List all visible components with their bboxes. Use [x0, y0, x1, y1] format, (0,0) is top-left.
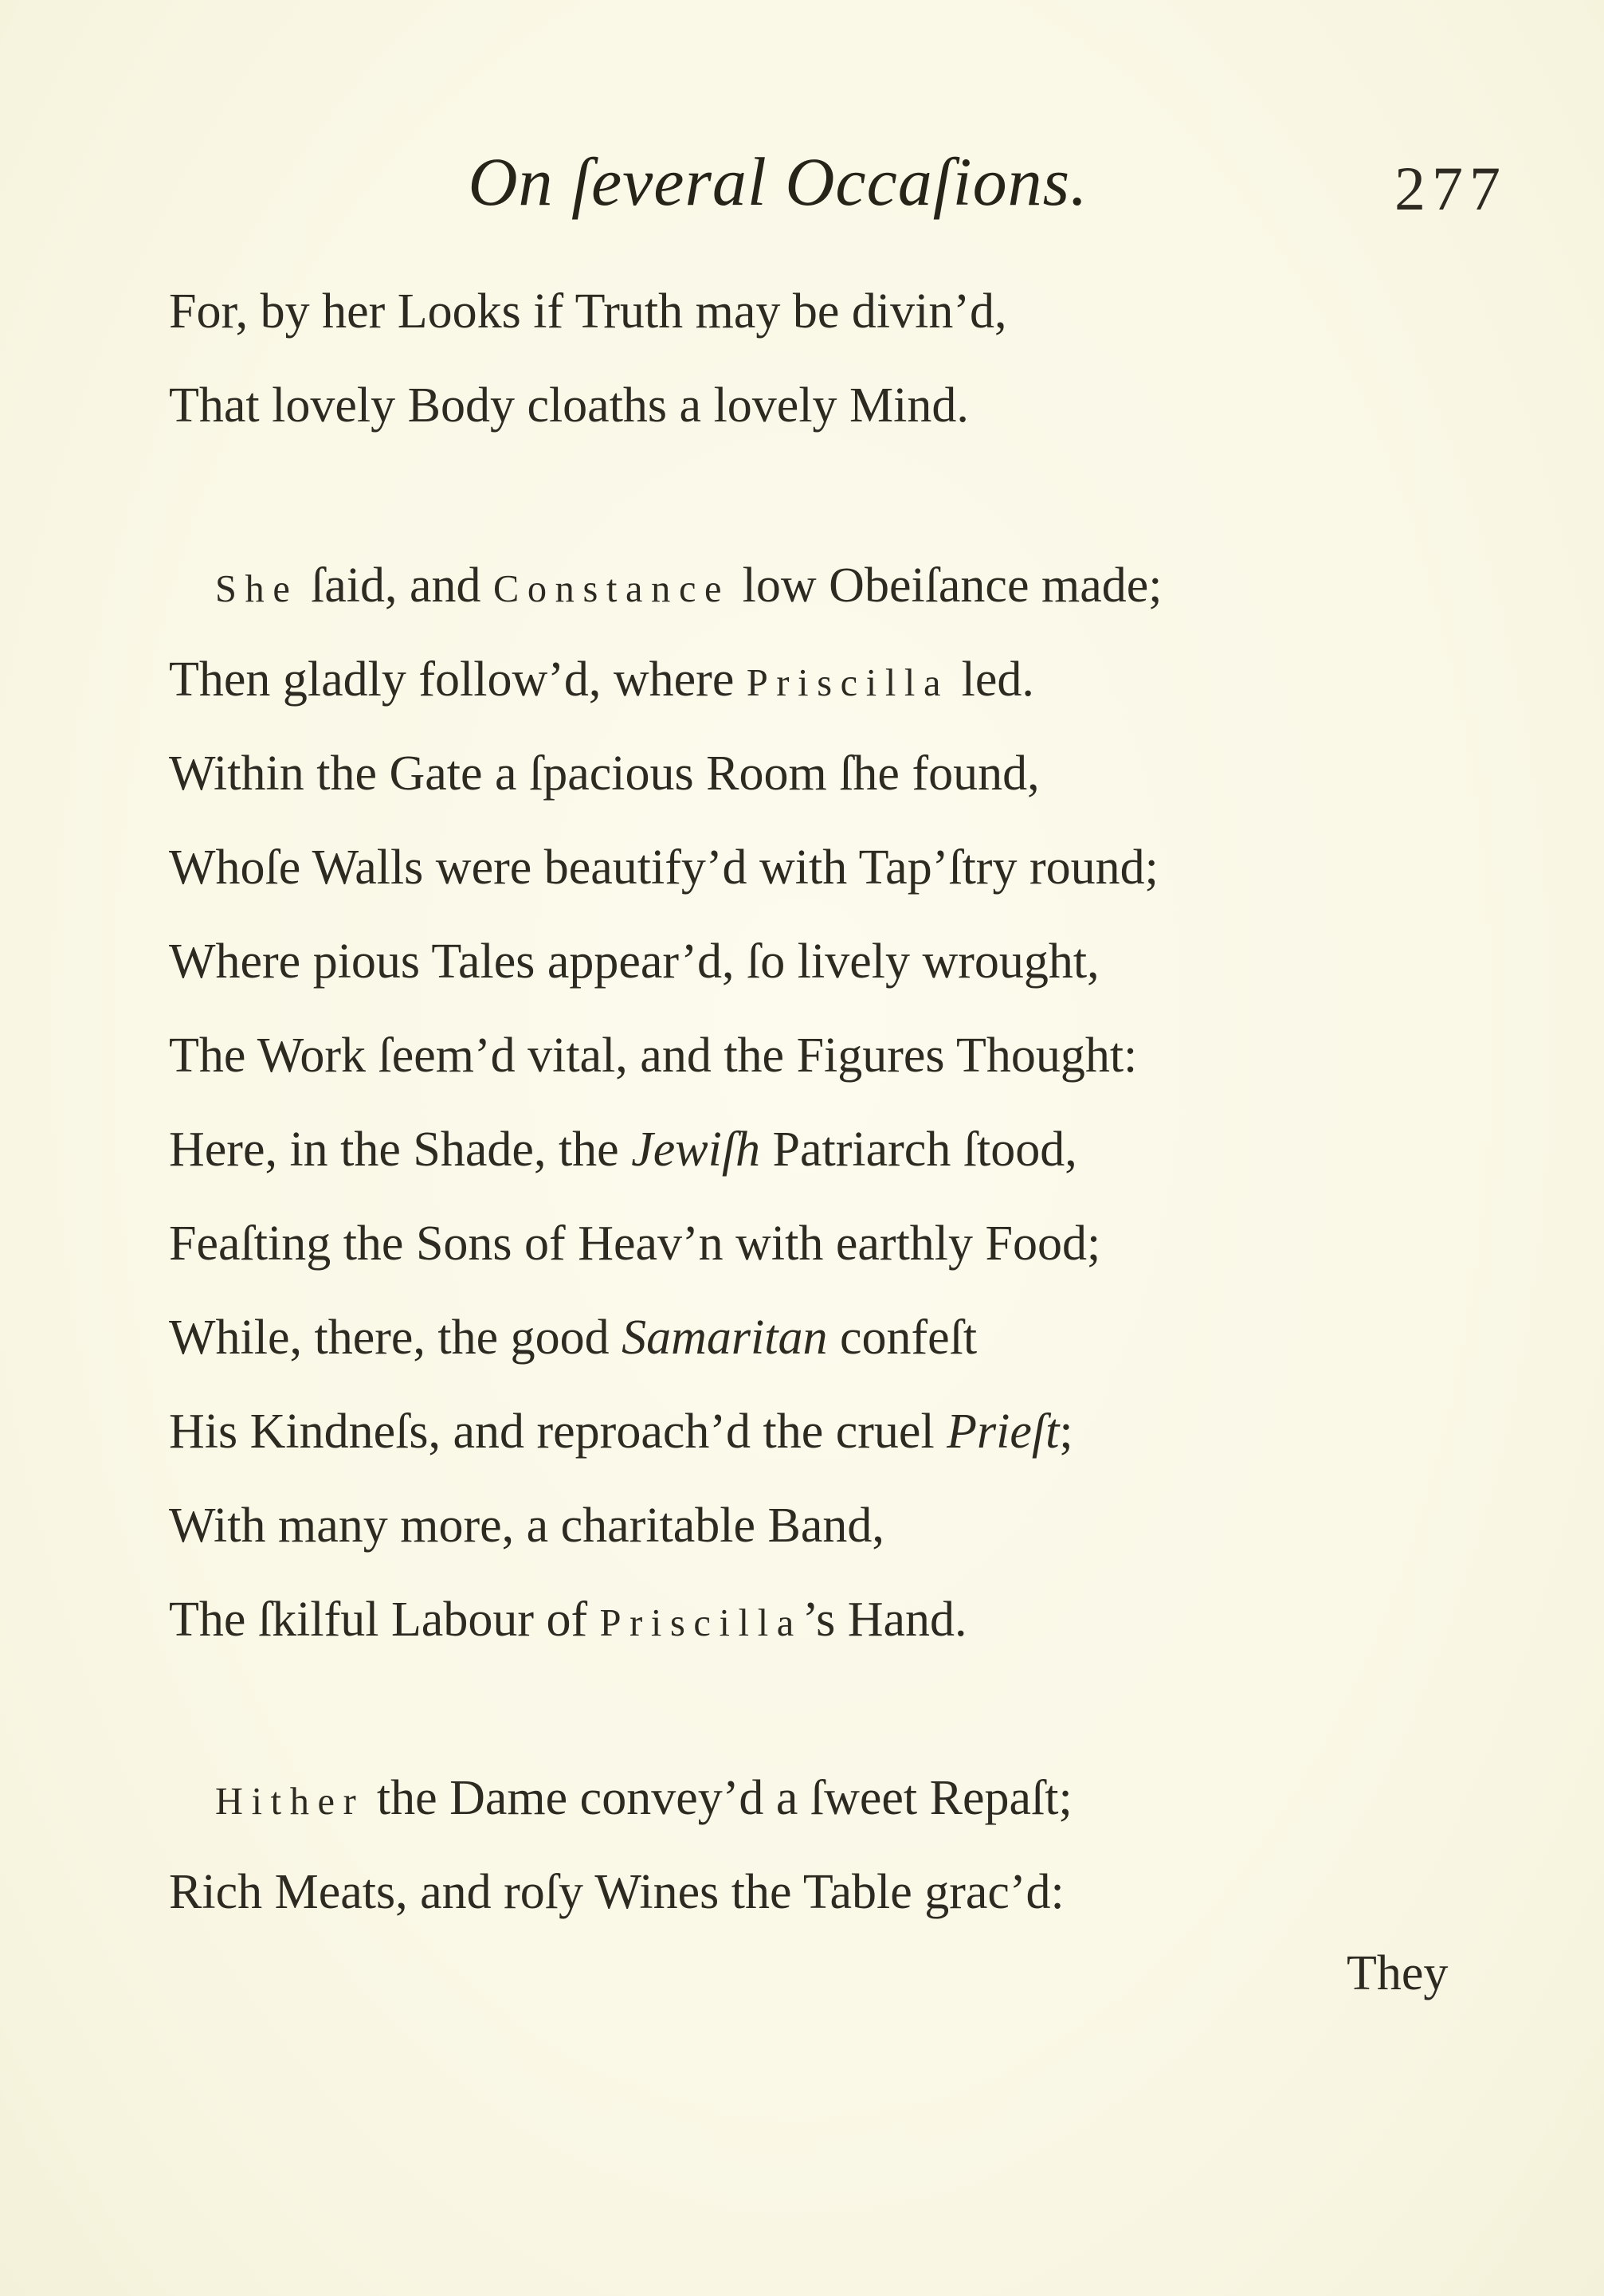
small-caps-name: Constance	[492, 568, 731, 610]
verse-text: ’s Hand.	[802, 1593, 967, 1647]
italic-word: Jewiſh	[631, 1123, 761, 1177]
page-number: 277	[1394, 154, 1507, 223]
small-caps-word: Hither	[215, 1781, 365, 1823]
italic-word: Prieſt	[947, 1405, 1060, 1459]
verse-text: ;	[1059, 1405, 1073, 1459]
verse-text: Patriarch ſtood,	[760, 1123, 1077, 1177]
verse-line: Rich Meats, and roſy Wines the Table grac’d:	[169, 1865, 1065, 1919]
verse-text: The ſkilful Labour of	[169, 1593, 600, 1647]
italic-word: Samaritan	[622, 1311, 828, 1365]
verse-line: Feaſting the Sons of Heav’n with earthly Food;	[169, 1217, 1101, 1271]
verse-text: low Obeiſance made;	[730, 558, 1163, 613]
verse-text: led.	[949, 652, 1034, 707]
small-caps-name: Priscilla	[599, 1602, 802, 1644]
verse-text: the Dame convey’d a ſweet Repaſt;	[364, 1771, 1073, 1825]
verse-line: Where pious Tales appear’d, ſo lively wrought,	[169, 934, 1100, 989]
running-title	[0, 142, 1604, 221]
running-title-text: On ſeveral Occaſions.	[468, 143, 1088, 220]
verse-line	[169, 1404, 1073, 1460]
verse-line: Within the Gate a ſpacious Room ſhe found,	[169, 746, 1040, 801]
verse-line	[169, 1122, 1077, 1178]
verse-line	[169, 652, 1034, 708]
verse-line: Whoſe Walls were beautify’d with Tap’ſtry round;	[169, 840, 1159, 895]
verse-line	[215, 1770, 1073, 1827]
verse-line	[169, 1310, 977, 1366]
verse-text: His Kindneſs, and reproach’d the cruel	[169, 1405, 947, 1459]
verse-text: Then gladly follow’d, where	[169, 652, 747, 707]
small-caps-name: Priscilla	[746, 662, 950, 704]
verse-line	[169, 1592, 967, 1648]
verse-line	[215, 558, 1162, 614]
verse-text: ſaid, and	[298, 558, 493, 613]
verse-line: That lovely Body cloaths a lovely Mind.	[169, 378, 969, 433]
verse-text: Here, in the Shade, the	[169, 1123, 632, 1177]
verse-line: The Work ſeem’d vital, and the Figures Thought:	[169, 1028, 1138, 1083]
verse-text: confeſt	[827, 1311, 978, 1365]
small-caps-word: She	[215, 568, 299, 610]
verse-text: While, there, the good	[169, 1311, 622, 1365]
verse-line: With many more, a charitable Band,	[169, 1499, 884, 1553]
catchword: They	[1347, 1946, 1449, 2000]
verse-line: For, by her Looks if Truth may be divin’d,	[169, 284, 1007, 339]
